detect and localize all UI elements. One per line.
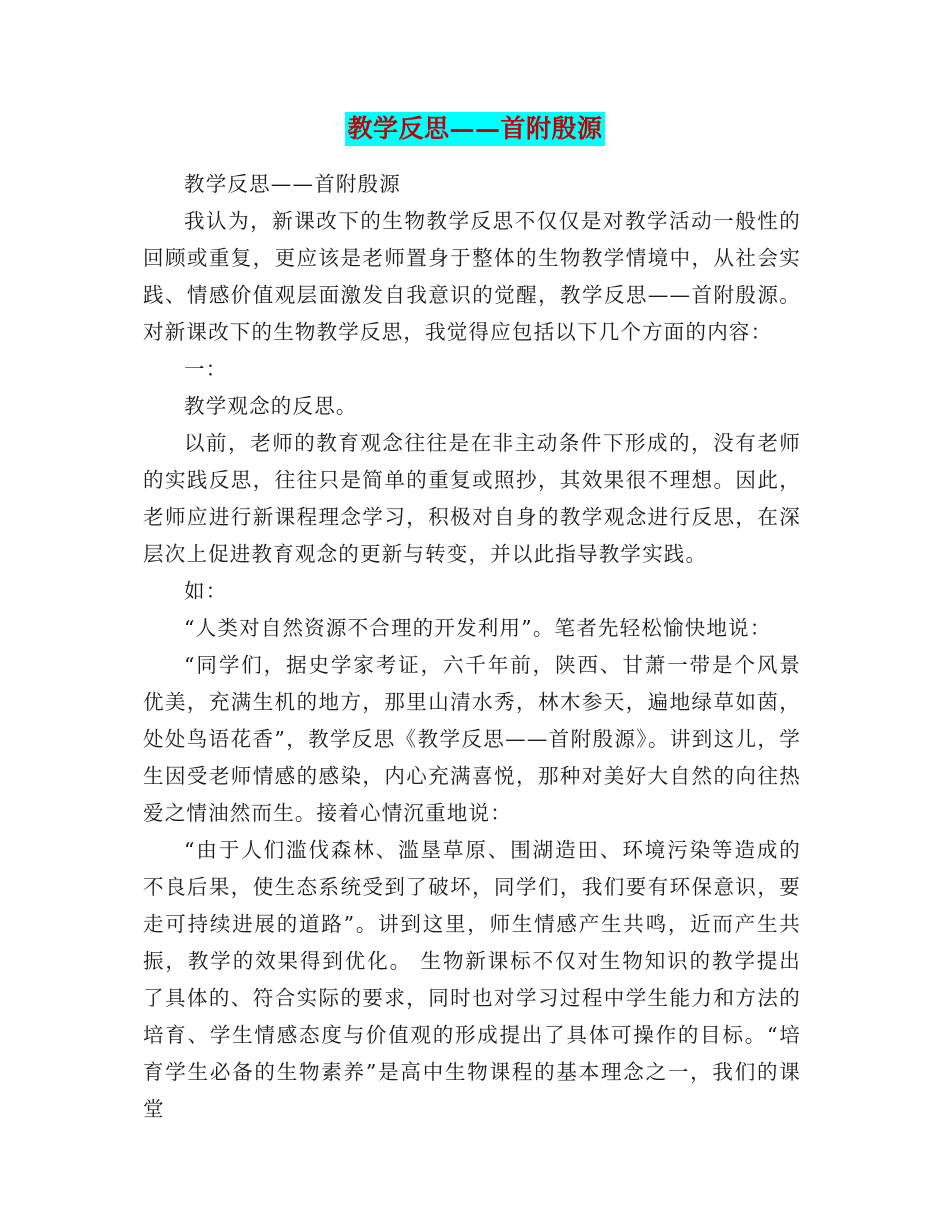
paragraph-example-topic: “人类对自然资源不合理的开发利用”。笔者先轻松愉快地说： [184,616,772,640]
paragraph-section-heading: 教学观念的反思。 [184,394,358,418]
paragraph-intro: 我认为，新课改下的生物教学反思不仅仅是对教学活动一般性的回顾或重复，更应该是老师置身于整体的生物教学情境中，从社会实践、情感价值观层面激发自我意识的觉醒，教学反思——首附殷源。对新课改下的生物教学反思，我觉得应包括以下几个方面的内容： [143,209,801,344]
paragraph-example-label: 如： [184,579,228,603]
title-container [0,112,950,146]
paragraph-concept: 以前，老师的教育观念往往是在非主动条件下形成的，没有老师的实践反思，往往只是简单的重复或照抄，其效果很不理想。因此，老师应进行新课程理念学习，积极对自身的教学观念进行反思，在深层次上促进教育观念的更新与转变，并以此指导教学实践。 [143,431,801,566]
paragraph-quote-environment: “由于人们滥伐森林、滥垦草原、围湖造田、环境污染等造成的不良后果，使生态系统受到了破坏，同学们，我们要有环保意识，要走可持续进展的道路”。讲到这里，师生情感产生共鸣，近而产生共振，教学的效果得到优化。 生物新课标不仅对生物知识的教学提出了具体的、符合实际的要求，同时也对学习过程中学生能力和方法的培育、学生情感态度与价值观的形成提出了具体可操作的目标。“培育学生必备的生物素养”是高中生物课程的基本理念之一，我们的课堂 [143,838,801,1121]
paragraph-quote-scenery: “同学们，据史学家考证，六千年前，陕西、甘萧一带是个风景优美，充满生机的地方，那里山清水秀，林木参天，遍地绿草如茵，处处鸟语花香”，教学反思《教学反思——首附殷源》。讲到这儿，学生因受老师情感的感染，内心充满喜悦，那种对美好大自然的向往热爱之情油然而生。接着心情沉重地说： [143,653,801,825]
paragraph-subtitle: 教学反思——首附殷源 [184,172,401,196]
document-body [143,166,801,1128]
paragraph-section-number: 一： [184,357,228,381]
document-title: 教学反思——首附殷源 [345,112,604,146]
